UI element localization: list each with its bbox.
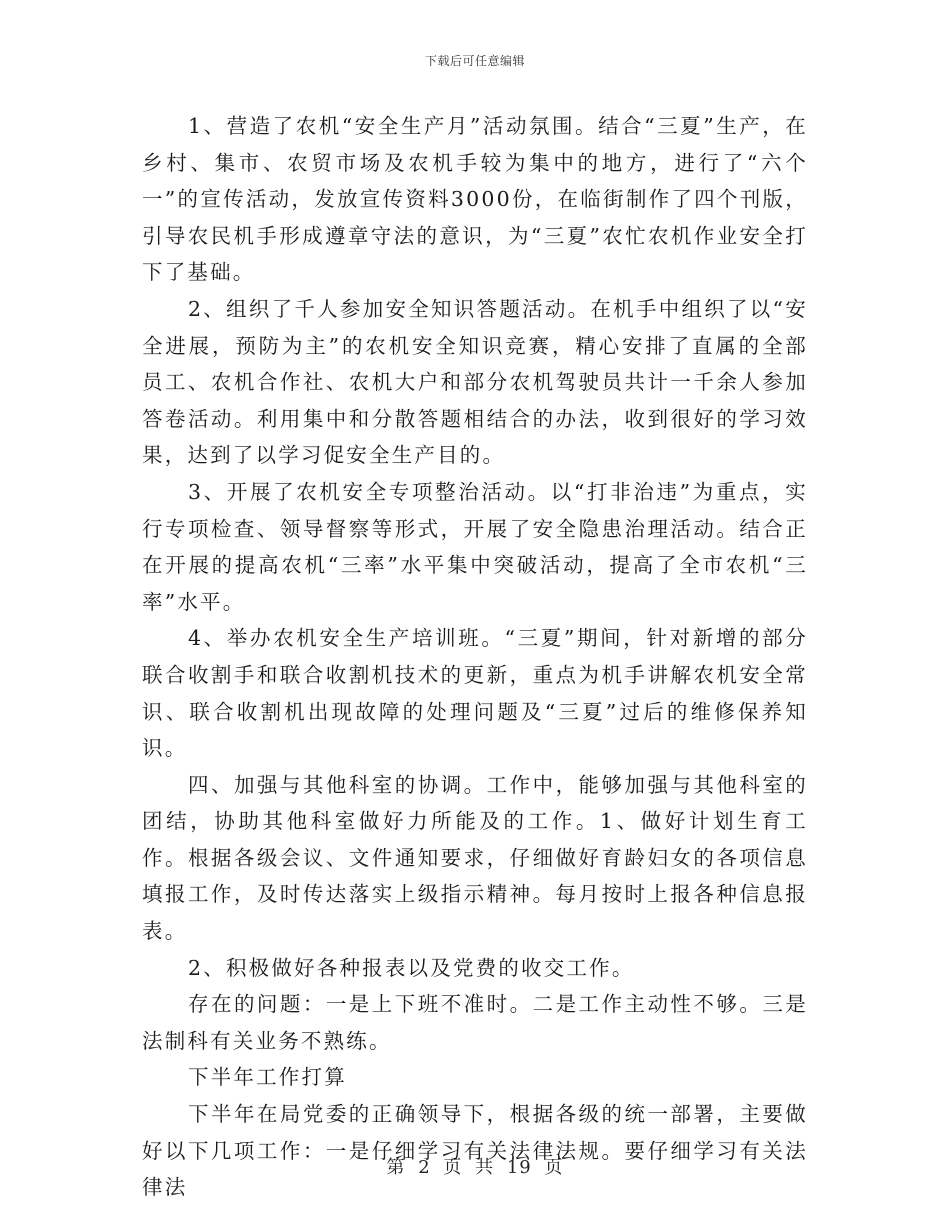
document-body: [142, 108, 808, 1206]
paragraph: 四、加强与其他科室的协调。工作中，能够加强与其他科室的团结，协助其他科室做好力所能及的工作。1、做好计划生育工作。根据各级会议、文件通知要求，仔细做好育龄妇女的各项信息填报工作，及时传达落实上级指示精神。每月按时上报各种信息报表。: [142, 772, 808, 944]
page-number-footer: 第 2 页 共 19 页: [386, 1157, 564, 1178]
paragraph: 4、举办农机安全生产培训班。“三夏”期间，针对新增的部分联合收割手和联合收割机技术的更新，重点为机手讲解农机安全常识、联合收割机出现故障的处理问题及“三夏”过后的维修保养知识。: [142, 626, 808, 761]
paragraph: 存在的问题：一是上下班不准时。二是工作主动性不够。三是法制科有关业务不熟练。: [142, 992, 808, 1053]
paragraph: 2、积极做好各种报表以及党费的收交工作。: [188, 955, 635, 980]
paragraph: 3、开展了农机安全专项整治活动。以“打非治违”为重点，实行专项检查、领导督察等形式，开展了安全隐患治理活动。结合正在开展的提高农机“三率”水平集中突破活动，提高了全市农机“三率”水平。: [142, 479, 808, 614]
section-heading: 下半年工作打算: [188, 1065, 347, 1090]
paragraph: 下半年在局党委的正确领导下，根据各级的统一部署，主要做好以下几项工作：一是仔细学习有关法律法规。要仔细学习有关法律法: [142, 1102, 808, 1200]
paragraph: 1、营造了农机“安全生产月”活动氛围。结合“三夏”生产，在乡村、集市、农贸市场及农机手较为集中的地方，进行了“六个一”的宣传活动，发放宣传资料3000份，在临街制作了四个刊版，引导农民机手形成遵章守法的意识，为“三夏”农忙农机作业安全打下了基础。: [142, 114, 808, 285]
paragraph: 2、组织了千人参加安全知识答题活动。在机手中组织了以“安全进展，预防为主”的农机安全知识竞赛，精心安排了直属的全部员工、农机合作社、农机大户和部分农机驾驶员共计一千余人参加答卷活动。利用集中和分散答题相结合的办法，收到很好的学习效果，达到了以学习促安全生产目的。: [142, 296, 808, 468]
page-header-note: 下载后可任意编辑: [424, 54, 525, 68]
